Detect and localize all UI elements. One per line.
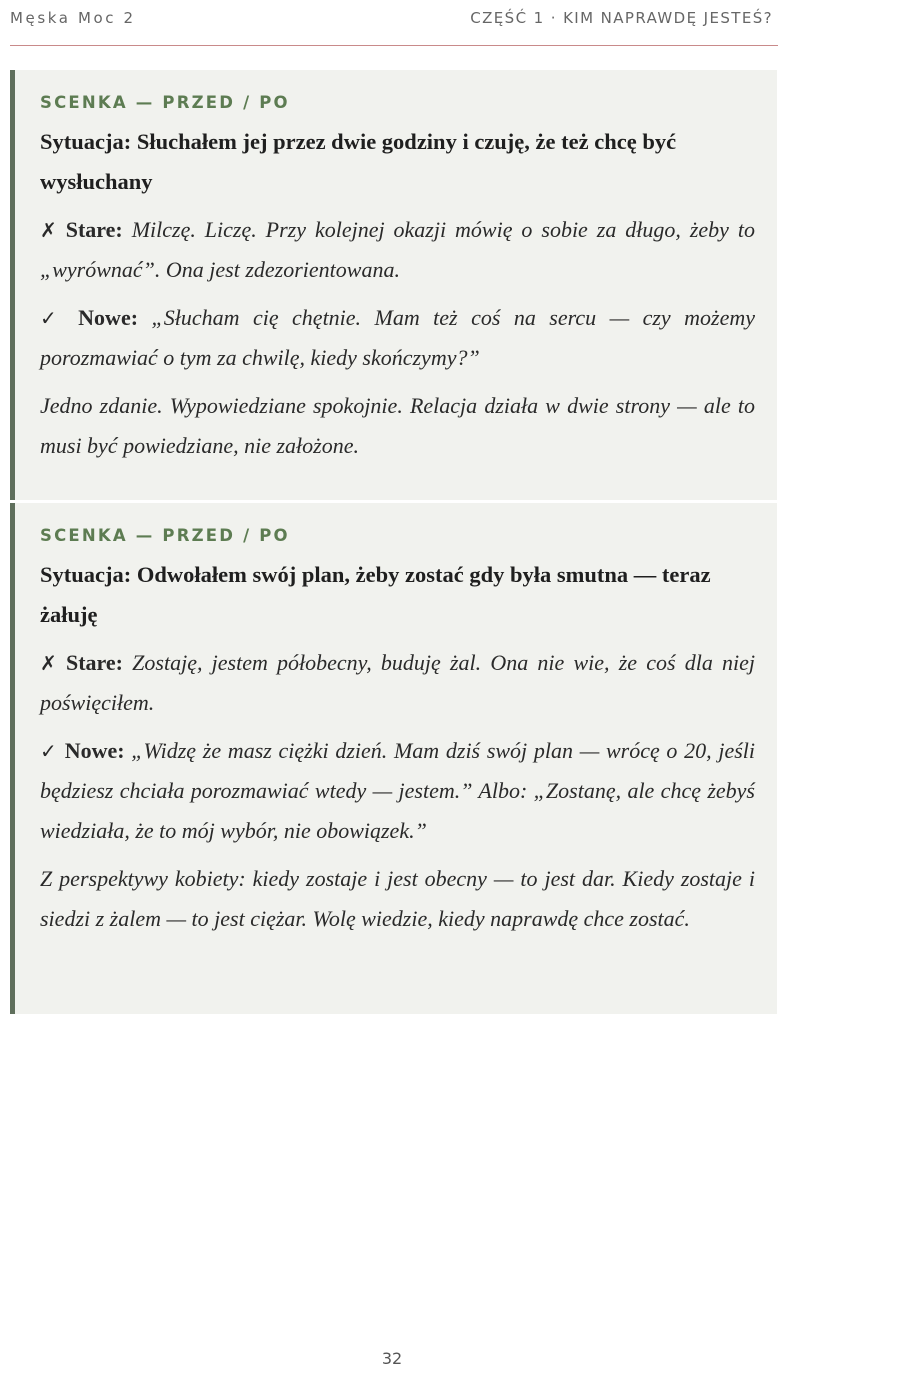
scene-new-paragraph [40, 298, 755, 378]
old-text: Milczę. Liczę. Przy kolejnej okazji mówię o sobie za długo, żeby to „wyrównać”. Ona jest zdezorientowana. [40, 217, 756, 282]
scene-old-paragraph [40, 210, 755, 290]
chapter-title: CZĘŚĆ 1 · KIM NAPRAWDĘ JESTEŚ? [470, 9, 773, 27]
check-icon: ✓ [40, 306, 65, 330]
scene-new-paragraph [40, 731, 755, 851]
scene-box-2 [10, 503, 777, 1014]
new-label: Nowe: [78, 305, 139, 330]
old-label: Stare: [65, 217, 123, 242]
running-header [10, 0, 778, 46]
old-label: Stare: [65, 650, 123, 675]
scene-situation: Sytuacja: Odwołałem swój plan, żeby zostać gdy była smutna — teraz żałuję [40, 562, 711, 627]
scene-label: SCENKA — PRZED / PO [40, 526, 290, 545]
new-text: „Słucham cię chętnie. Mam też coś na sercu — czy możemy porozmawiać o tym za chwilę, kiedy skończymy?” [40, 305, 756, 370]
scene-box-1 [10, 70, 777, 500]
book-title: Męska Moc 2 [10, 9, 136, 27]
scene-old-paragraph [40, 643, 755, 723]
new-label: Nowe: [64, 738, 125, 763]
scene-label: SCENKA — PRZED / PO [40, 93, 290, 112]
cross-icon: ✗ [40, 651, 57, 675]
scene-note: Z perspektywy kobiety: kiedy zostaje i jest obecny — to jest dar. Kiedy zostaje i siedzi z żalem — to jest ciężar. Wolę wiedzie, kiedy naprawdę chce zostać. [40, 866, 755, 931]
cross-icon: ✗ [40, 218, 57, 242]
page-number: 32 [381, 1349, 403, 1368]
scene-situation: Sytuacja: Słuchałem jej przez dwie godziny i czuję, że też chcę być wysłuchany [40, 129, 677, 194]
new-text: „Widzę że masz ciężki dzień. Mam dziś swój plan — wrócę o 20, jeśli będziesz chciała porozmawiać wtedy — jestem.” Albo: „Zostanę, ale chcę żebyś wiedziała, że to mój wybór, nie obowiązek.” [40, 738, 756, 843]
check-icon: ✓ [40, 739, 58, 763]
scene-note: Jedno zdanie. Wypowiedziane spokojnie. Relacja działa w dwie strony — ale to musi być powiedziane, nie założone. [40, 393, 755, 458]
old-text: Zostaję, jestem półobecny, buduję żal. Ona nie wie, że coś dla niej poświęciłem. [40, 650, 755, 715]
